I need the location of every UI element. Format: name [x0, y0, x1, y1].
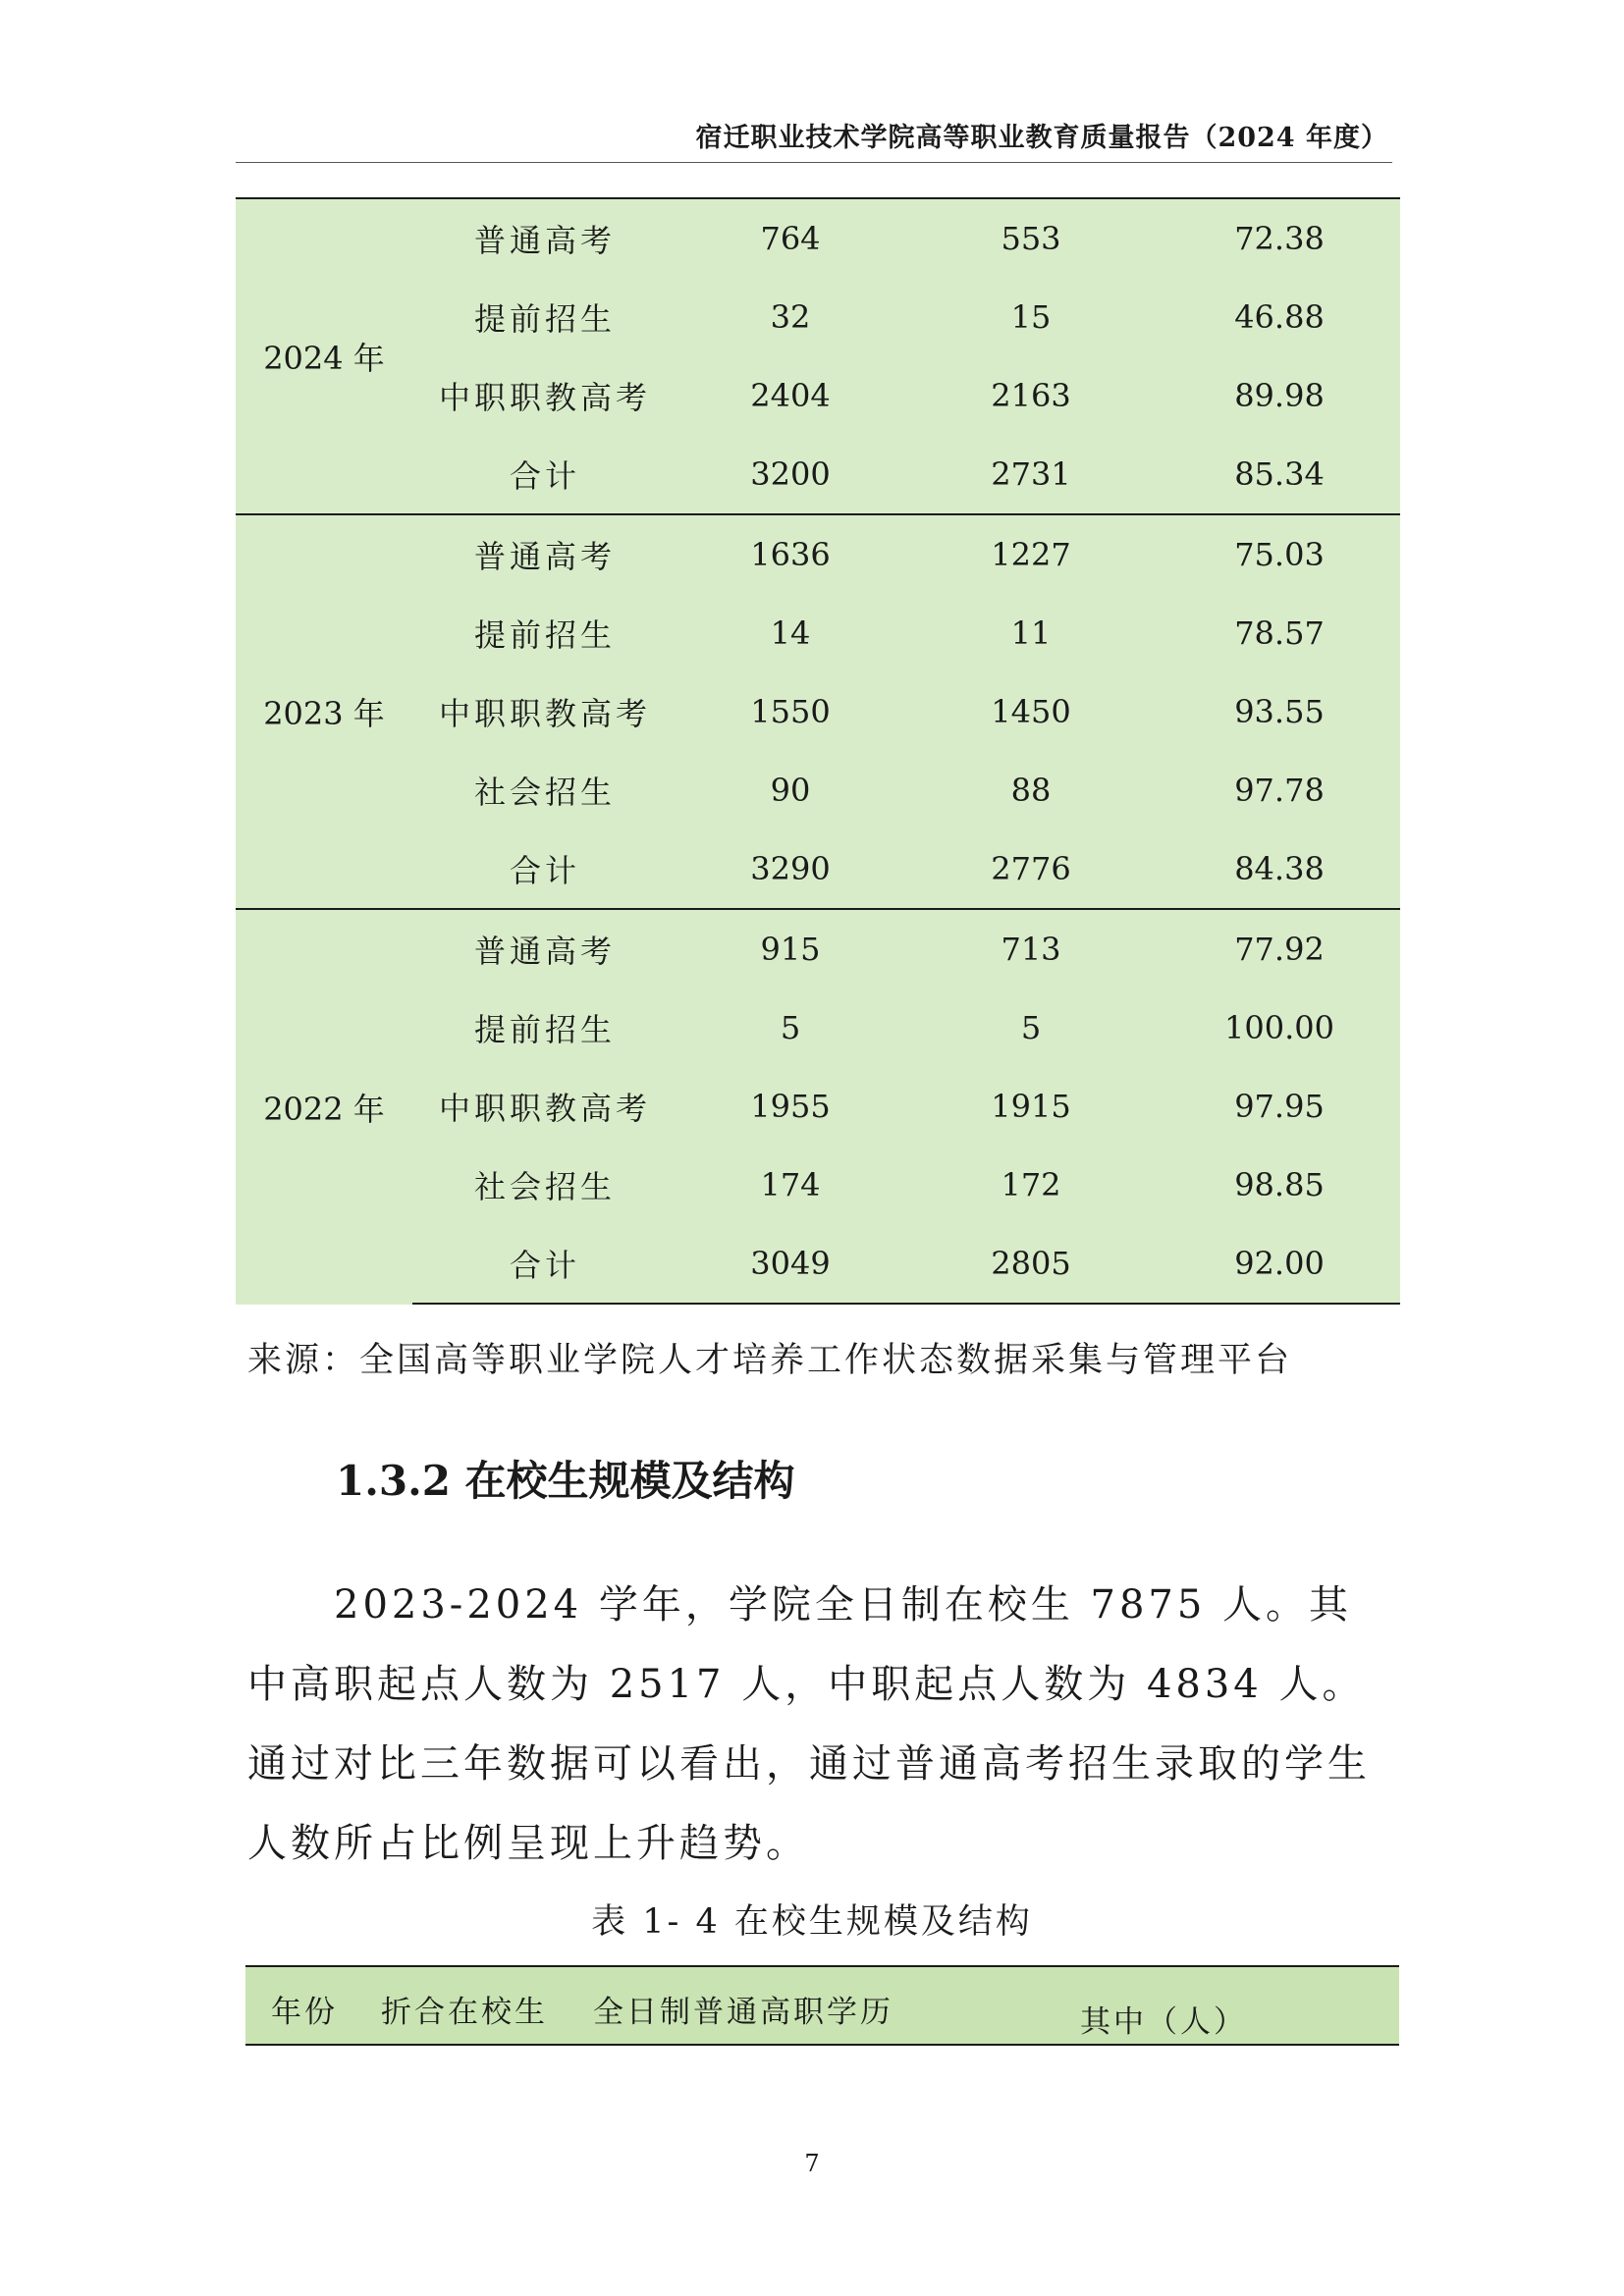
value-cell-2: 5: [1020, 1009, 1042, 1046]
value-cell-1: 5: [780, 1009, 801, 1046]
category-cell: 提前招生: [473, 1011, 616, 1048]
value-cell-2: 2731: [991, 455, 1071, 493]
running-header: 宿迁职业技术学院高等职业教育质量报告（2024 年度）: [695, 123, 1388, 153]
value-cell-3: 78.57: [1234, 614, 1325, 652]
table-row: [236, 514, 1400, 594]
value-cell-2: 2805: [903, 1224, 1159, 1304]
header-rule: [236, 162, 1392, 163]
value-cell-3: 93.55: [1234, 693, 1325, 730]
value-cell-3: 97.95: [1234, 1088, 1325, 1125]
body-paragraph: 2023-2024 学年，学院全日制在校生 7875 人。其中高职起点人数为 2517 人，中职起点人数为 4834 人。通过对比三年数据可以看出，通过普通高考招生录取的学生人数所占比例呈现上升趋势。: [247, 1582, 1371, 1866]
table-row: [236, 909, 1400, 988]
value-cell-3: 85.34: [1234, 455, 1325, 493]
value-cell-3: 100.00: [1224, 1009, 1334, 1046]
category-cell: 普通高考: [412, 198, 677, 278]
value-cell-1: 14: [770, 614, 811, 652]
value-cell-2: 553: [903, 198, 1159, 278]
category-cell: 合计: [509, 457, 580, 495]
value-cell-2: 2776: [991, 850, 1071, 887]
value-cell-2: 1227: [903, 514, 1159, 594]
category-cell: 普通高考: [412, 514, 677, 594]
value-cell-1: 32: [770, 298, 811, 336]
table-caption: 表 1- 4 在校生规模及结构: [591, 1902, 1033, 1942]
value-cell-2: 172: [1001, 1166, 1061, 1203]
category-cell: 普通高考: [412, 909, 677, 988]
value-cell-3: 92.00: [1159, 1224, 1400, 1304]
header-cell-among: 其中（人）: [1080, 2004, 1247, 2040]
value-cell-2: 11: [1010, 614, 1052, 652]
value-cell-2: 713: [903, 909, 1159, 988]
year-cell: 2022 年: [236, 909, 412, 1304]
table-row: [236, 198, 1400, 278]
category-cell: 中职职教高考: [438, 695, 651, 732]
value-cell-3: 98.85: [1234, 1166, 1325, 1203]
value-cell-3: 89.98: [1234, 377, 1325, 414]
value-cell-2: 1915: [991, 1088, 1071, 1125]
value-cell-3: 46.88: [1234, 298, 1325, 336]
value-cell-2: 15: [1010, 298, 1052, 336]
category-cell: 合计: [412, 1224, 677, 1304]
category-cell: 社会招生: [473, 774, 616, 811]
section-heading: 1.3.2 在校生规模及结构: [336, 1457, 795, 1505]
table-source-note: 来源：全国高等职业学院人才培养工作状态数据采集与管理平台: [247, 1341, 1293, 1380]
value-cell-3: 75.03: [1159, 514, 1400, 594]
header-cell-converted: 折合在校生: [381, 1995, 548, 2030]
value-cell-1: 2404: [750, 377, 831, 414]
value-cell-2: 88: [1010, 772, 1052, 809]
year-cell: 2024 年: [236, 198, 412, 514]
page-number: 7: [804, 2150, 820, 2177]
category-cell: 提前招生: [473, 616, 616, 654]
value-cell-1: 915: [677, 909, 903, 988]
value-cell-3: 84.38: [1234, 850, 1325, 887]
category-cell: 合计: [509, 852, 580, 889]
value-cell-1: 764: [677, 198, 903, 278]
value-cell-1: 1955: [750, 1088, 831, 1125]
value-cell-1: 174: [760, 1166, 821, 1203]
value-cell-2: 1450: [991, 693, 1071, 730]
admissions-table: [236, 197, 1400, 1305]
value-cell-1: 3049: [677, 1224, 903, 1304]
value-cell-1: 1636: [677, 514, 903, 594]
value-cell-1: 90: [770, 772, 811, 809]
value-cell-2: 2163: [991, 377, 1071, 414]
category-cell: 中职职教高考: [438, 1090, 651, 1127]
header-cell-fulltime: 全日制普通高职学历: [593, 1995, 893, 2030]
category-cell: 提前招生: [473, 300, 616, 338]
category-cell: 社会招生: [473, 1168, 616, 1205]
enrollment-table-header: [245, 1965, 1399, 2046]
value-cell-1: 3290: [750, 850, 831, 887]
category-cell: 中职职教高考: [438, 379, 651, 416]
year-cell: 2023 年: [236, 514, 412, 909]
value-cell-3: 97.78: [1234, 772, 1325, 809]
value-cell-1: 1550: [750, 693, 831, 730]
value-cell-3: 72.38: [1159, 198, 1400, 278]
header-cell-year: 年份: [271, 1995, 338, 2030]
value-cell-1: 3200: [750, 455, 831, 493]
value-cell-3: 77.92: [1159, 909, 1400, 988]
